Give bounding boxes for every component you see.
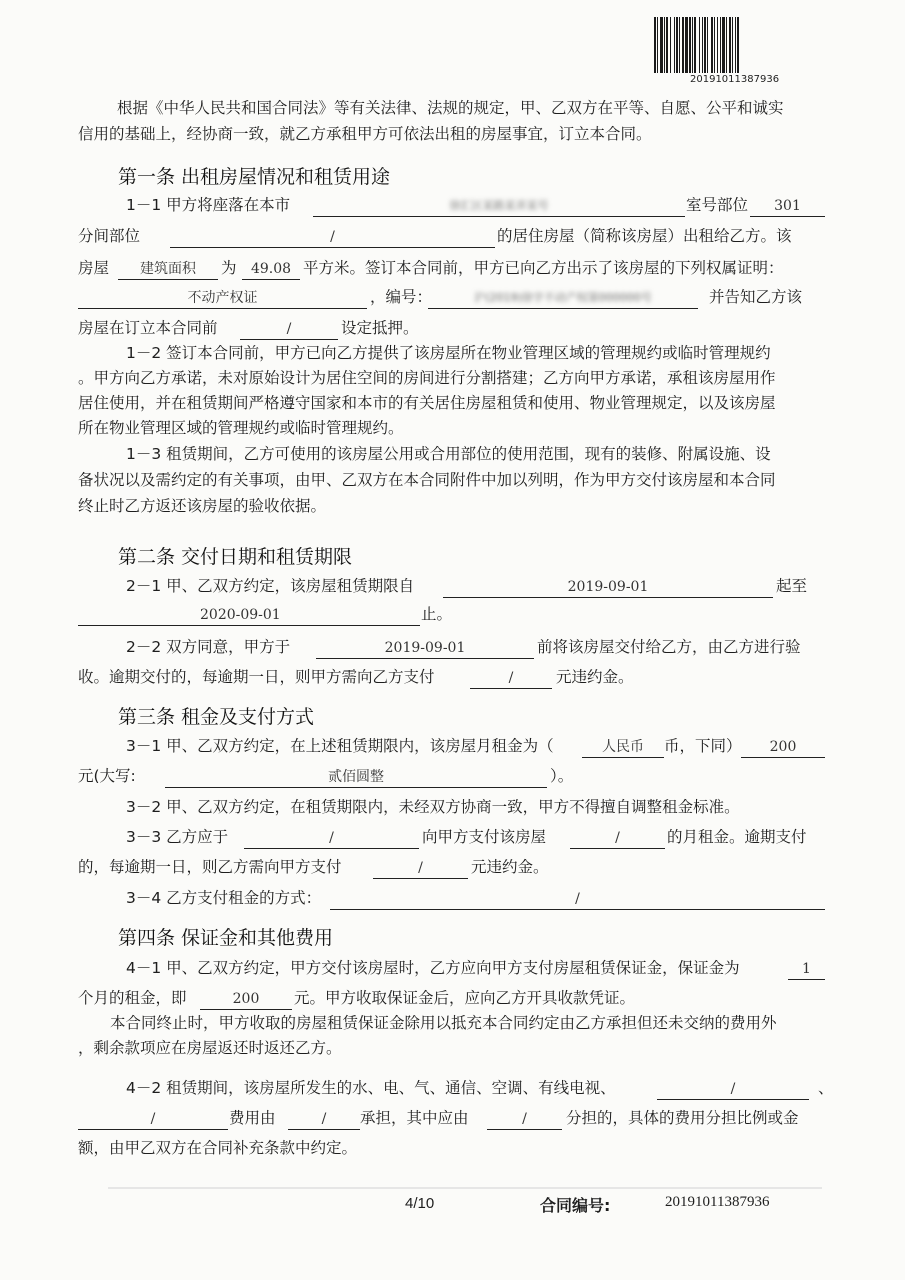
intro-line-1: 根据《中华人民共和国合同法》等有关法律、法规的规定，甲、乙双方在平等、自愿、公平和诚实 xyxy=(117,99,784,117)
room-field: 301 xyxy=(750,196,825,217)
rent-field: 200 xyxy=(741,737,825,758)
clause-2-2-text-b: 收。逾期交付的，每逾期一日，则甲方需向乙方支付 xyxy=(78,668,435,686)
clause-4-2-text-a: 费用由 xyxy=(229,1109,276,1127)
clause-3-3-lead: 3－3 乙方应于 xyxy=(126,828,229,846)
part-label: 分间部位 xyxy=(78,227,141,245)
area-field: 49.08 xyxy=(242,259,300,280)
footer-divider xyxy=(108,1187,822,1189)
clause-4-2-text-d: 额，由甲乙双方在合同补充条款中约定。 xyxy=(78,1139,358,1157)
fee-item-field-1: / xyxy=(657,1079,809,1100)
clause-3-1-text-c: ）。 xyxy=(550,767,574,785)
section-3-title: 第三条 租金及支付方式 xyxy=(118,706,315,728)
clause-1-2-line-2: 。甲方向乙方承诺，未对原始设计为居住空间的房间进行分割搭建；乙方向甲方承诺，承租该房屋用作 xyxy=(78,369,776,387)
delivery-penalty-field: / xyxy=(470,668,552,689)
late-rent-penalty-field: / xyxy=(373,858,468,879)
clause-1-1-text-c: 并告知乙方该 xyxy=(709,288,803,306)
section-4-title: 第四条 保证金和其他费用 xyxy=(118,927,334,949)
cert-no-label: ，编号： xyxy=(370,288,433,306)
clause-3-3-text-c: 的，每逾期一日，则乙方需向甲方支付 xyxy=(78,858,342,876)
clause-4-1-text-b: 元。甲方收取保证金后，应向乙方开具收款凭证。 xyxy=(294,989,636,1007)
fee-item-field-2: / xyxy=(78,1109,228,1130)
area-type-field: 建筑面积 xyxy=(118,259,218,280)
section-1-title: 第一条 出租房屋情况和租赁用途 xyxy=(118,166,391,188)
clause-4-2-text-b: 承担，其中应由 xyxy=(360,1109,469,1127)
house-label: 房屋 xyxy=(78,259,110,277)
clause-1-3-line-2: 备状况以及需约定的有关事项，由甲、乙双方在本合同附件中加以列明，作为甲方交付该房屋和本合同 xyxy=(78,471,776,489)
clause-3-3-text-a: 向甲方支付该房屋 xyxy=(422,828,547,846)
clause-1-1-text-a: 的居住房屋（简称该房屋）出租给乙方。该 xyxy=(497,227,792,245)
cert-no-field xyxy=(428,288,698,309)
clause-4-1-text-a: 个月的租金，即 xyxy=(78,989,187,1007)
area-is-label: 为 xyxy=(221,259,237,277)
clause-1-3-line-1: 1－3 租赁期间，乙方可使用的该房屋公用或合用部位的使用范围，现有的装修、附属设施、设 xyxy=(126,445,771,463)
end-label: 止。 xyxy=(421,605,453,623)
clause-3-1-text-a: 币，下同） xyxy=(664,737,742,755)
rent-words-field: 贰佰圆整 xyxy=(165,767,547,788)
contract-number: 20191011387936 xyxy=(665,1194,770,1210)
deposit-months-field: 1 xyxy=(788,959,825,980)
clause-3-2: 3－2 甲、乙双方约定，在租赁期限内，未经双方协商一致，甲方不得擅自调整租金标准。 xyxy=(126,798,740,816)
contract-number-label: 合同编号: xyxy=(540,1196,611,1215)
clause-4-2-comma: 、 xyxy=(818,1079,834,1097)
clause-1-1-text-d: 设定抵押。 xyxy=(341,319,419,337)
clause-4-2-text-c: 分担的，具体的费用分担比例或金 xyxy=(566,1109,799,1127)
clause-3-1-text-b: 元(大写: xyxy=(78,767,136,785)
mortgage-field: / xyxy=(240,319,338,340)
barcode xyxy=(653,17,801,73)
room-label: 室号部位 xyxy=(686,196,749,214)
clause-4-1-text-d: ，剩余款项应在房屋返还时返还乙方。 xyxy=(78,1039,342,1057)
intro-line-2: 信用的基础上，经协商一致，就乙方承租甲方可依法出租的房屋事宜，订立本合同。 xyxy=(78,125,652,143)
clause-3-1-lead: 3－1 甲、乙双方约定，在上述租赁期限内，该房屋月租金为（ xyxy=(126,737,554,755)
clause-3-3-text-b: 的月租金。逾期支付 xyxy=(667,828,807,846)
rent-period-field: / xyxy=(570,828,665,849)
section-2-title: 第二条 交付日期和租赁期限 xyxy=(118,546,353,568)
end-date-field: 2020-09-01 xyxy=(78,605,420,626)
barcode-number: 20191011387936 xyxy=(690,74,780,85)
clause-2-2-text-c: 元违约金。 xyxy=(556,668,634,686)
fee-sharer-field: / xyxy=(487,1109,562,1130)
clause-1-2-line-4: 所在物业管理区域的管理规约或临时管理规约。 xyxy=(78,419,404,437)
clause-1-1-lead: 1－1 甲方将座落在本市 xyxy=(126,196,291,214)
part-field: / xyxy=(170,227,495,248)
mortgage-label: 房屋在订立本合同前 xyxy=(78,319,218,337)
clause-1-2-line-1: 1－2 签订本合同前，甲方已向乙方提供了该房屋所在物业管理区域的管理规约或临时管理规约 xyxy=(126,344,771,362)
fee-payer-field: / xyxy=(288,1109,360,1130)
clause-2-2-text-a: 前将该房屋交付给乙方，由乙方进行验 xyxy=(537,638,801,656)
clause-2-1-lead: 2－1 甲、乙双方约定，该房屋租赁期限自 xyxy=(126,577,415,595)
start-date-field: 2019-09-01 xyxy=(443,577,773,598)
clause-4-2-lead: 4－2 租赁期间，该房屋所发生的水、电、气、通信、空调、有线电视、 xyxy=(126,1079,616,1097)
from-to-label: 起至 xyxy=(776,577,808,595)
clause-1-1-text-b: 平方米。签订本合同前，甲方已向乙方出示了该房屋的下列权属证明： xyxy=(303,259,784,277)
currency-field: 人民币 xyxy=(582,737,664,758)
clause-4-1-lead: 4－1 甲、乙双方约定，甲方交付该房屋时，乙方应向甲方支付房屋租赁保证金，保证金为 xyxy=(126,959,740,977)
clause-1-2-line-3: 居住使用，并在租赁期间严格遵守国家和本市的有关居住房屋租赁和使用、物业管理规定，以及该房屋 xyxy=(78,394,776,412)
clause-3-4-lead: 3－4 乙方支付租金的方式： xyxy=(126,889,322,907)
delivery-date-field: 2019-09-01 xyxy=(316,638,534,659)
clause-1-3-line-3: 终止时乙方返还该房屋的验收依据。 xyxy=(78,497,327,515)
clause-2-2-lead: 2－2 双方同意，甲方于 xyxy=(126,638,291,656)
address-field xyxy=(313,196,685,217)
cert-field: 不动产权证 xyxy=(78,288,367,309)
deposit-amount-field: 200 xyxy=(200,989,292,1010)
payment-method-field: / xyxy=(330,889,825,910)
clause-3-3-text-d: 元违约金。 xyxy=(471,858,549,876)
cert-no-redacted: 沪(2019)徐字不动产权第000000号 xyxy=(474,291,652,304)
clause-4-1-text-c: 本合同终止时，甲方收取的房屋租赁保证金除用以抵充本合同约定由乙方承担但还未交纳的费用外 xyxy=(110,1014,777,1032)
page-number: 4/10 xyxy=(405,1195,435,1212)
address-redacted: 徐汇区某路某弄某号 xyxy=(449,199,549,212)
rent-due-field: / xyxy=(244,828,419,849)
